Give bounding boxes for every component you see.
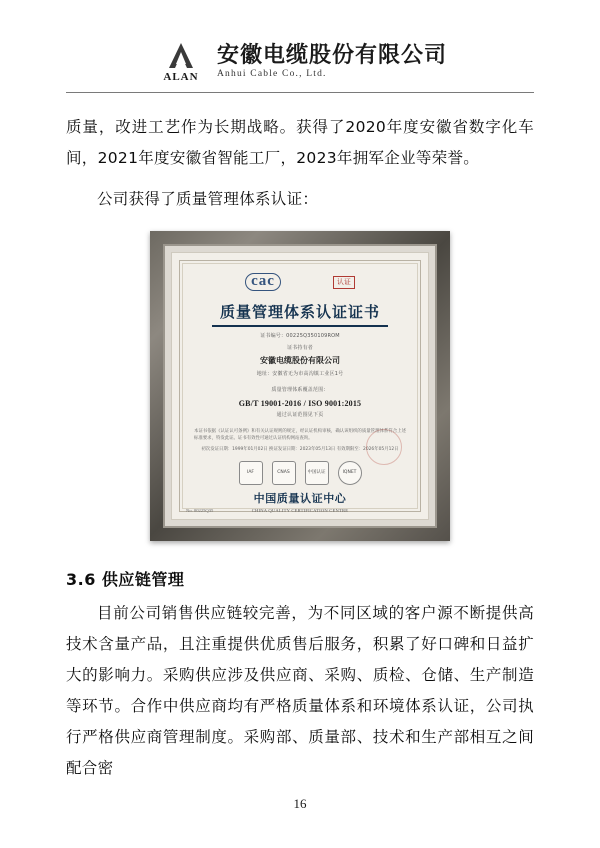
company-logo bbox=[153, 40, 447, 84]
certificate-figure bbox=[150, 231, 450, 541]
iaf-seal-icon: IAF bbox=[239, 461, 263, 485]
company-name-block bbox=[216, 42, 447, 80]
certificate-content bbox=[172, 253, 428, 513]
certificate-dates: 初次发证日期：1999年01月02日 换证发证日期：2023年05月13日 有效期限至：2026年05月12日 bbox=[201, 446, 399, 452]
certificate-issuer: 中国质量认证中心 bbox=[253, 491, 347, 505]
cqc-logo-icon: cac bbox=[245, 273, 281, 291]
paragraph-quality-strategy: 质量，改进工艺作为长期战略。获得了2020年度安徽省数字化车间，2021年度安徽省智能工厂，2023年拥军企业等荣誉。 bbox=[66, 118, 534, 167]
certificate-holder-label: 证书持有者 bbox=[286, 344, 313, 351]
certificate-stamp-icon: 认证 bbox=[333, 276, 355, 289]
certificate-red-seal-icon bbox=[366, 429, 402, 465]
company-name-cn: 安徽电缆股份有限公司 bbox=[216, 42, 447, 68]
certificate-issuer-en: CHINA QUALITY CERTIFICATION CENTRE bbox=[251, 507, 349, 513]
certificate-approval: 通过认证范围见下页 bbox=[276, 411, 324, 418]
certificate-title-underline bbox=[212, 325, 388, 327]
certificate-company: 安徽电缆股份有限公司 bbox=[260, 355, 340, 365]
certificate-standard: GB/T 19001-2016 / ISO 9001:2015 bbox=[238, 398, 362, 408]
certificate-frame bbox=[150, 231, 450, 541]
certificate-logo-row bbox=[188, 269, 412, 295]
cqc-seal-icon: 中国认证 bbox=[305, 461, 329, 485]
iqnet-seal-icon: IQNET bbox=[338, 461, 362, 485]
company-name-en: Anhui Cable Co., Ltd. bbox=[216, 68, 327, 79]
paragraph-certification-intro: 公司获得了质量管理体系认证： bbox=[97, 190, 319, 208]
certificate-address: 地址：安徽省无为市高沟镇工业区1号 bbox=[256, 370, 344, 377]
certificate-notice: 本证书依据《认证认可条例》和有关认证规则的规定，经认证机构审核，确认该组织的质量管理体系符合上述标准要求，特发此证。证书有效性可通过认证机构网站查询。 bbox=[194, 428, 406, 441]
svg-text:ALAN: ALAN bbox=[163, 71, 199, 83]
certificate-scope-label: 质量管理体系覆盖范围： bbox=[271, 386, 329, 393]
cnas-seal-icon: CNAS bbox=[272, 461, 296, 485]
page-number: 16 bbox=[293, 796, 307, 811]
certificate-title: 质量管理体系认证证书 bbox=[219, 303, 380, 321]
certificate-mat bbox=[163, 244, 437, 528]
section-heading-supply-chain: 3.6 供应链管理 bbox=[66, 570, 185, 589]
certificate-footer-code: No. 00225Q35 bbox=[186, 508, 214, 513]
paragraph-supply-chain: 目前公司销售供应链较完善，为不同区域的客户源不断提供高技术含量产品，且注重提供优质售后服务，积累了好口碑和日益扩大的影响力。采购供应涉及供应商、采购、质检、仓储、生产制造等环节。合作中供应商均有严格质量体系和环境体系认证，公司执行严格供应商管理制度。采购部、质量部、技术和生产部相互之间配合密 bbox=[66, 604, 534, 777]
header-divider bbox=[66, 92, 534, 93]
document-body bbox=[66, 112, 534, 784]
alan-cable-logo-icon bbox=[153, 40, 209, 84]
certificate-paper bbox=[171, 252, 429, 520]
certificate-number: 证书编号：00225Q350109ROM bbox=[260, 332, 340, 339]
document-header bbox=[0, 34, 600, 90]
